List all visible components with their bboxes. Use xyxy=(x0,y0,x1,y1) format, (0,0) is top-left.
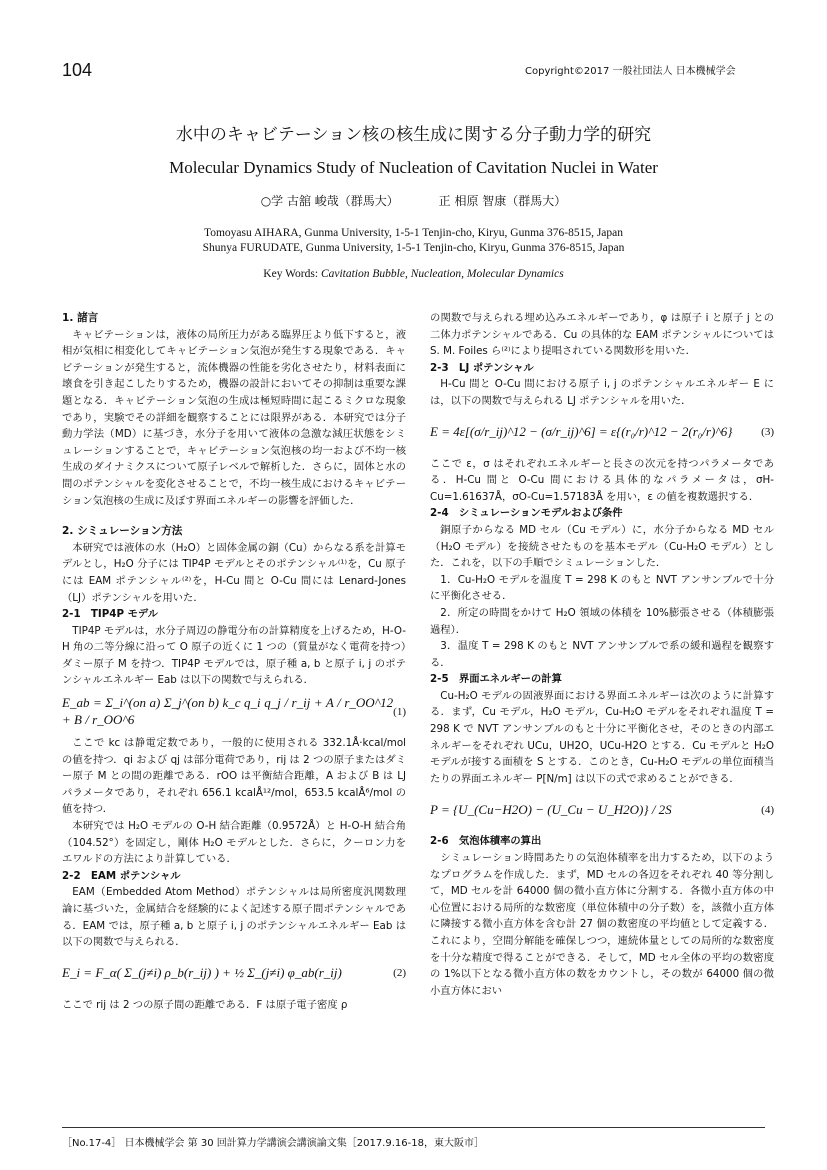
list-item: 1．Cu-H₂O モデルを温度 T = 298 K のもと NVT アンサンブルで十分に平衡化させる． xyxy=(430,573,774,603)
page-number: 104 xyxy=(62,60,93,80)
subsection-heading: 2-5 界面エネルギーの計算 xyxy=(430,673,562,686)
equation-3 xyxy=(430,410,774,456)
equation-1 xyxy=(62,689,406,735)
author-1: ○学 古舘 峻哉（群馬大） xyxy=(260,194,399,208)
subsection-heading: 2-1 TIP4P モデル xyxy=(62,608,158,621)
keywords-value: Cavitation Bubble, Nucleation, Molecular Dynamics xyxy=(320,268,564,280)
equation-body: E_ab = Σ_i^(on a) Σ_j^(on b) k_c q_i q_j / r_ij + A / r_OO^12 + B / r_OO^6 xyxy=(62,695,394,728)
paragraph: ここで ε，σ はそれぞれエネルギーと長さの次元を持つパラメータである．H-Cu 間と O-Cu 間における具体的なパラメータは，σH-Cu=1.61637Å，σO-Cu=1.57183Å を用い，ε の値を複数選択する． xyxy=(430,457,774,503)
paragraph: シミュレーション時間あたりの気泡体積率を出力するため，以下のようなプログラムを作成した．まず，MD セルの各辺をそれぞれ 40 等分割して，MD セルを計 64000 個の微小直方体に分割する．各微小直方体の中心位置における局所的な数密度（単位体積中の分子数）を，該微小直方体に隣接する微小直方体を含む計 27 個の数密度の平均値として定義する．これにより，空間分解能を確保しつつ，連続体量としての局所的な数密度を十分な精度で得ることができる．そして，MD セル全体の平均の数密度の 1%以下となる微小直方体の数をカウントし，その数が 64000 個の微小直方体におい xyxy=(430,852,774,997)
paragraph: TIP4P モデルは，水分子周辺の静電分布の計算精度を上げるため，H-O-H 角の二等分線に沿って O 原子の近くに 1 つの（質量がなく電荷を持つ）ダミー原子 M を持つ．TIP4P モデルでは，原子種 a, b と原子 i, j のポテンシャルエネルギー Eab は以下の関数で与えられる． xyxy=(62,624,406,687)
equation-2 xyxy=(62,951,406,997)
section-heading: 1. 諸言 xyxy=(62,312,99,324)
paragraph: EAM（Embedded Atom Method）ポテンシャルは局所密度汎関数理論に基づいた，金属結合を経験的によく記述する原子間ポテンシャルである．EAM では，原子種 a, b と原子 i, j のポテンシャルエネルギー Eab は以下の関数で与えられる． xyxy=(62,886,406,949)
affiliation-2: Shunya FURUDATE, Gunma University, 1-5-1 Tenjin-cho, Kiryu, Gunma 376-8515, Japan xyxy=(202,242,625,254)
affiliations xyxy=(0,226,827,256)
footer-citation: ［No.17-4］ 日本機械学会 第 30 回計算力学講演会講演論文集［2017.9.16-18，東大阪市］ xyxy=(62,1138,484,1149)
paragraph: ここで kc は静電定数であり，一般的に使用される 332.1Å·kcal/mol の値を持つ．qi および qj は部分電荷であり，rij は 2 つの原子またはダミー原子 M との間の距離である．rOO は平衡結合距離，A および B は LJ パラメータであり，それぞれ 656.1 kcalÅ¹²/mol，653.5 kcalÅ⁶/mol の値を持つ． xyxy=(62,737,406,816)
equation-body: E = 4ε[(σ/r_ij)^12 − (σ/r_ij)^6] = ε{(r₀/r)^12 − 2(r₀/r)^6} xyxy=(430,424,733,440)
section-heading: 2. シミュレーション方法 xyxy=(62,525,183,538)
list-item: 3．温度 T = 298 K のもと NVT アンサンブルで系の緩和過程を観察する． xyxy=(430,640,774,669)
paragraph: 本研究では液体の水（H₂O）と固体金属の銅（Cu）からなる系を計算モデルとし，H₂O 分子には TIP4P モデルとそのポテンシャル⁽¹⁾を，Cu 原子には EAM ポテンシャル⁽²⁾を，H-Cu 間と O-Cu 間には Lenard-Jones（LJ）ポテンシャルを用いた． xyxy=(62,541,406,604)
subsection-heading: 2-6 気泡体積率の算出 xyxy=(430,835,542,848)
keywords xyxy=(0,268,827,280)
left-column xyxy=(62,310,406,1013)
equation-number: (2) xyxy=(393,967,406,980)
affiliation-1: Tomoyasu AIHARA, Gunma University, 1-5-1 Tenjin-cho, Kiryu, Gunma 376-8515, Japan xyxy=(203,227,624,239)
paragraph: の関数で与えられる埋め込みエネルギーであり，φ は原子 i と原子 j との二体力ポテンシャルである．Cu の具体的な EAM ポテンシャルについては S. M. Foiles ら⁽²⁾により提唱されている関数形を用いた． xyxy=(430,312,774,358)
paragraph: 本研究では H₂O モデルの O-H 結合距離（0.9572Å）と H-O-H 結合角（104.52°）を固定し，剛体 H₂O モデルとした．さらに，クーロン力をエワルドの方法により計算している． xyxy=(62,820,406,866)
title-english: Molecular Dynamics Study of Nucleation of Cavitation Nuclei in Water xyxy=(169,158,658,177)
subsection-heading: 2-3 LJ ポテンシャル xyxy=(430,361,534,374)
paragraph: キャビテーションは，液体の局所圧力がある臨界圧より低下すると，液相が気相に相変化してキャビテーション気泡が発生する現象である．キャビテーションが発生すると，流体機器の性能を劣化させたり，材料表面に壊食を引き起こしたりするため，機器の設計においてその抑制は重要な課題となる．キャビテーション気泡の生成は極短時間に起こるミクロな現象であり，実験でその詳細を観察することには限界がある．本研究では分子動力学法（MD）に基づき，水分子を用いて液体の急激な減圧状態をシミュレーションすることで，キャビテーション気泡核の均一および不均一核生成のダイナミクスについて原子レベルで解析した．さらに，固体と水の間のポテンシャルを変化させることで，不均一核生成におけるキャビテーション気泡核の生成に及ぼす界面エネルギーの影響を評価した． xyxy=(62,328,406,507)
right-column xyxy=(430,310,774,999)
author-2: 正 相原 智康（群馬大） xyxy=(438,194,567,208)
equation-number: (4) xyxy=(761,804,774,817)
authors-japanese xyxy=(0,192,827,209)
paragraph: ここで rij は 2 つの原子間の距離である．F は原子電子密度 ρ xyxy=(62,998,348,1011)
keywords-label: Key Words: xyxy=(263,268,319,280)
copyright-notice: Copyright©2017 一般社団法人 日本機械学会 xyxy=(525,66,736,77)
equation-4 xyxy=(430,787,774,833)
equation-number: (3) xyxy=(761,426,774,439)
equation-number: (1) xyxy=(393,705,406,718)
equation-body: P = {U_(Cu−H2O) − (U_Cu − U_H2O)} / 2S xyxy=(430,802,672,818)
paragraph: 銅原子からなる MD セル（Cu モデル）に，水分子からなる MD セル（H₂O モデル）を接続させたものを基本モデル（Cu-H₂O モデル）とした．これを，以下の手順でシミュレーションした． xyxy=(430,523,774,570)
subsection-heading: 2-2 EAM ポテンシャル xyxy=(62,869,181,882)
list-item: 2．所定の時間をかけて H₂O 領域の体積を 10%膨張させる（体積膨張過程）． xyxy=(430,606,774,636)
subsection-heading: 2-4 シミュレーションモデルおよび条件 xyxy=(430,507,623,520)
paragraph: Cu-H₂O モデルの固液界面における界面エネルギーは次のように計算する．まず，Cu モデル，H₂O モデル，Cu-H₂O モデルをそれぞれ温度 T = 298 K で NVT アンサンブルのもと十分に平衡化させ，そのときの内部エネルギーをそれぞれ UCu，UH2O，UCu-H2O とする．Cu モデルと H₂O モデルが接する面積を S とする．このとき，Cu-H₂O モデルの単位面積当たりの界面エネルギー P[N/m] は以下の式で求めることができる． xyxy=(430,689,774,785)
title-japanese: 水中のキャビテーション核の核生成に関する分子動力学的研究 xyxy=(175,125,652,145)
paragraph: H-Cu 間と O-Cu 間における原子 i, j のポテンシャルエネルギー E には，以下の関数で与えられる LJ ポテンシャルを用いた． xyxy=(430,378,774,407)
footer-rule xyxy=(62,1127,765,1128)
equation-body: E_i = F_α( Σ_(j≠i) ρ_b(r_ij) ) + ½ Σ_(j≠i) φ_ab(r_ij) xyxy=(62,965,342,981)
